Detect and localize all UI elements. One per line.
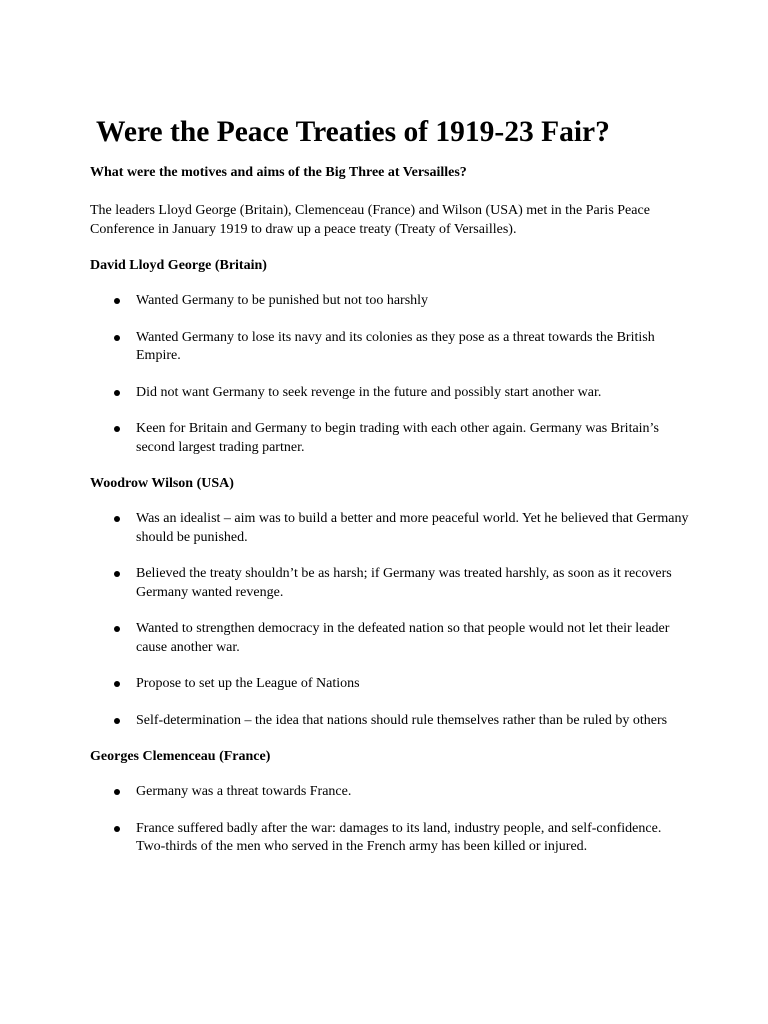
list-item: [90, 620, 690, 657]
list-item-text: Wanted to strengthen democracy in the defeated nation so that people would not let their leader cause another war.: [136, 621, 670, 655]
list-item: [90, 820, 690, 857]
section-heading: Woodrow Wilson (USA): [90, 476, 234, 491]
list-item: [90, 675, 690, 694]
section-heading: Georges Clemenceau (France): [90, 749, 271, 764]
list-item: [90, 420, 690, 457]
bullet-icon: [114, 626, 120, 632]
page-title: Were the Peace Treaties of 1919-23 Fair?: [96, 116, 610, 148]
section-clemenceau: [90, 748, 690, 857]
section-heading: David Lloyd George (Britain): [90, 258, 267, 273]
section-lloyd-george: [90, 257, 690, 457]
document-content: [90, 112, 690, 857]
list-item: [90, 510, 690, 547]
bullet-icon: [114, 571, 120, 577]
bullet-icon: [114, 516, 120, 522]
list-item: [90, 712, 690, 731]
bullet-icon: [114, 681, 120, 687]
list-item: [90, 565, 690, 602]
bullet-list: [90, 292, 690, 457]
bullet-icon: [114, 426, 120, 432]
bullet-icon: [114, 390, 120, 396]
bullet-list: [90, 510, 690, 730]
list-item-text: Propose to set up the League of Nations: [136, 676, 360, 691]
list-item-text: Keen for Britain and Germany to begin trading with each other again. Germany was Britain’s second largest trading partner.: [136, 421, 659, 455]
bullet-icon: [114, 718, 120, 724]
list-item-text: Wanted Germany to be punished but not too harshly: [136, 293, 429, 308]
list-item-text: Self-determination – the idea that nations should rule themselves rather than be ruled by others: [136, 712, 668, 728]
intro-paragraph: The leaders Lloyd George (Britain), Clemenceau (France) and Wilson (USA) met in the Paris Peace Conference in January 1919 to draw up a peace treaty (Treaty of Versailles).: [90, 203, 650, 237]
bullet-icon: [114, 826, 120, 832]
bullet-icon: [114, 789, 120, 795]
document-subtitle: What were the motives and aims of the Big Three at Versailles?: [90, 165, 467, 180]
list-item: [90, 329, 690, 366]
list-item: [90, 384, 690, 403]
bullet-icon: [114, 335, 120, 341]
list-item-text: Was an idealist – aim was to build a better and more peaceful world. Yet he believed that Germany should be punished.: [136, 511, 689, 545]
bullet-icon: [114, 298, 120, 304]
list-item: [90, 783, 690, 802]
list-item-text: Germany was a threat towards France.: [136, 784, 352, 799]
list-item-text: Did not want Germany to seek revenge in the future and possibly start another war.: [136, 384, 602, 400]
section-wilson: [90, 475, 690, 730]
list-item-text: Believed the treaty shouldn’t be as harsh; if Germany was treated harshly, as soon as it recovers Germany wanted revenge.: [136, 566, 672, 600]
list-item-text: Wanted Germany to lose its navy and its colonies as they pose as a threat towards the British Empire.: [136, 329, 655, 363]
list-item-text: France suffered badly after the war: damages to its land, industry people, and self-confidence. Two-thirds of the men who served in the French army has been killed or injured.: [136, 820, 662, 854]
bullet-list: [90, 783, 690, 857]
list-item: [90, 292, 690, 311]
